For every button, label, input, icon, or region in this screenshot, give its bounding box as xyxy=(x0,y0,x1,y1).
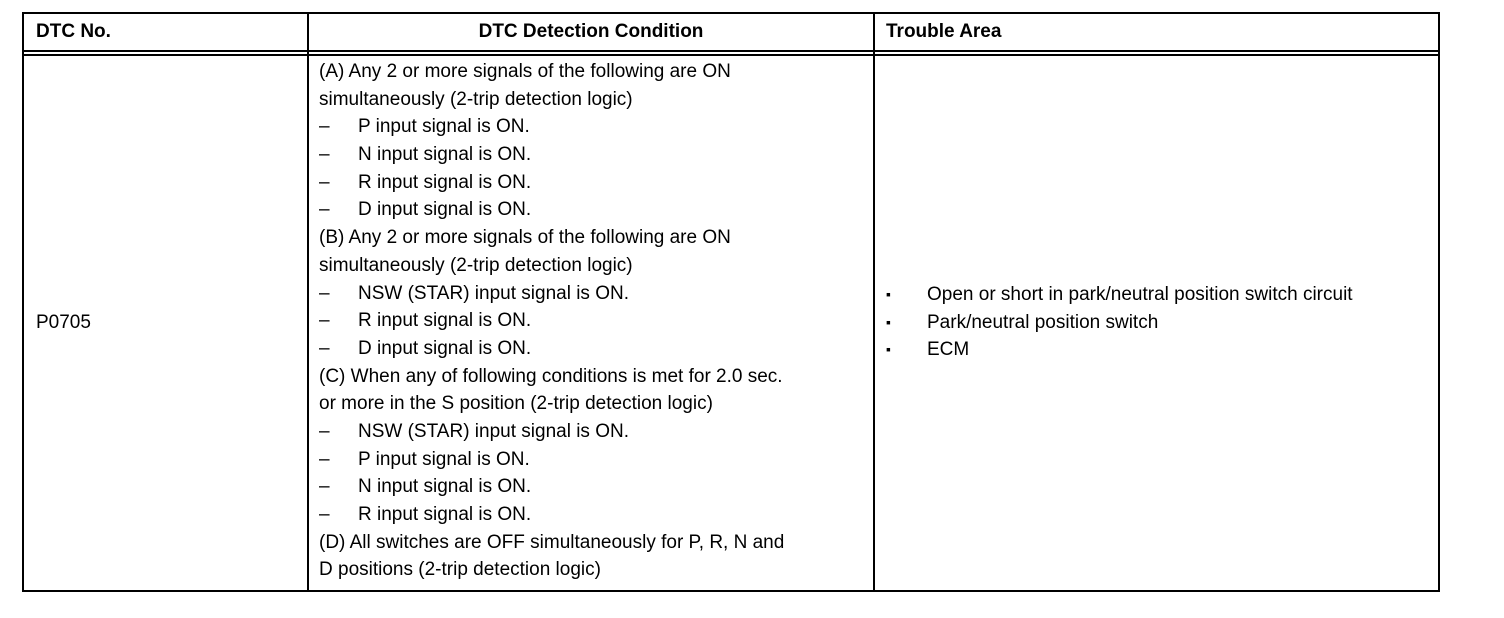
condition-sub-item xyxy=(319,418,869,446)
trouble-area-item-text: ECM xyxy=(927,339,970,361)
dash-marker: – xyxy=(319,504,330,525)
column-divider xyxy=(307,14,309,590)
header-dtc-no: DTC No. xyxy=(36,21,111,42)
condition-line: or more in the S position (2-trip detection logic) xyxy=(319,393,713,415)
condition-line: simultaneously (2-trip detection logic) xyxy=(319,88,633,110)
condition-line: (A) Any 2 or more signals of the following are ON xyxy=(319,61,731,82)
condition-line: (D) All switches are OFF simultaneously for P, R, N and xyxy=(319,531,785,553)
header-detection-condition: DTC Detection Condition xyxy=(478,21,704,42)
condition-sub-item-text: R input signal is ON. xyxy=(358,310,532,332)
condition-line: simultaneously (2-trip detection logic) xyxy=(319,254,633,276)
dash-marker: – xyxy=(319,448,330,470)
condition-sub-item-text: P input signal is ON. xyxy=(358,448,530,470)
dash-marker: – xyxy=(319,199,330,221)
header-rule xyxy=(24,50,1438,52)
condition-sub-item-text: P input signal is ON. xyxy=(358,116,530,138)
condition-sub-item-text: D input signal is ON. xyxy=(358,337,532,359)
condition-line: (B) Any 2 or more signals of the following are ON xyxy=(319,227,731,249)
condition-sub-item xyxy=(319,280,869,308)
condition-sub-item-text: R input signal is ON. xyxy=(358,171,532,193)
dash-marker: – xyxy=(319,476,330,498)
dash-marker: – xyxy=(319,282,330,304)
condition-sub-item xyxy=(319,473,869,501)
trouble-area-item xyxy=(886,281,1436,309)
dash-marker: – xyxy=(319,420,330,442)
trouble-area-item-text: Open or short in park/neutral position switch circuit xyxy=(927,284,1353,305)
condition-sub-item-text: NSW (STAR) input signal is ON. xyxy=(358,282,629,304)
condition-sub-item xyxy=(319,307,869,335)
trouble-area-item xyxy=(886,336,1436,364)
trouble-area-item-text: Park/neutral position switch xyxy=(927,311,1159,333)
condition-sub-item-text: N input signal is ON. xyxy=(358,476,532,498)
condition-sub-item-text: NSW (STAR) input signal is ON. xyxy=(358,420,629,442)
condition-line: (C) When any of following conditions is met for 2.0 sec. xyxy=(319,365,783,387)
dash-marker: – xyxy=(319,310,330,332)
bullet-marker: ▪ xyxy=(886,286,891,302)
dash-marker: – xyxy=(319,171,330,193)
condition-sub-item-text: D input signal is ON. xyxy=(358,199,532,221)
condition-sub-item-text: R input signal is ON. xyxy=(358,504,532,525)
trouble-area-cell xyxy=(886,281,1436,364)
condition-sub-item xyxy=(319,501,869,529)
header-trouble-area: Trouble Area xyxy=(886,21,1002,42)
bullet-marker: ▪ xyxy=(886,313,891,330)
condition-sub-item xyxy=(319,446,869,474)
condition-sub-item-text: N input signal is ON. xyxy=(358,144,532,166)
dtc-number: P0705 xyxy=(36,312,91,333)
condition-line: D positions (2-trip detection logic) xyxy=(319,559,601,581)
dtc-table xyxy=(22,12,1440,592)
condition-sub-item xyxy=(319,141,869,169)
trouble-area-item xyxy=(886,309,1436,337)
detection-condition-cell xyxy=(319,58,869,584)
condition-sub-item xyxy=(319,335,869,363)
bullet-marker: ▪ xyxy=(886,341,891,358)
dash-marker: – xyxy=(319,337,330,359)
condition-sub-item xyxy=(319,113,869,141)
column-divider xyxy=(873,14,875,590)
dash-marker: – xyxy=(319,116,330,138)
dash-marker: – xyxy=(319,144,330,166)
header-rule xyxy=(24,54,1438,56)
condition-sub-item xyxy=(319,196,869,224)
condition-sub-item xyxy=(319,169,869,197)
